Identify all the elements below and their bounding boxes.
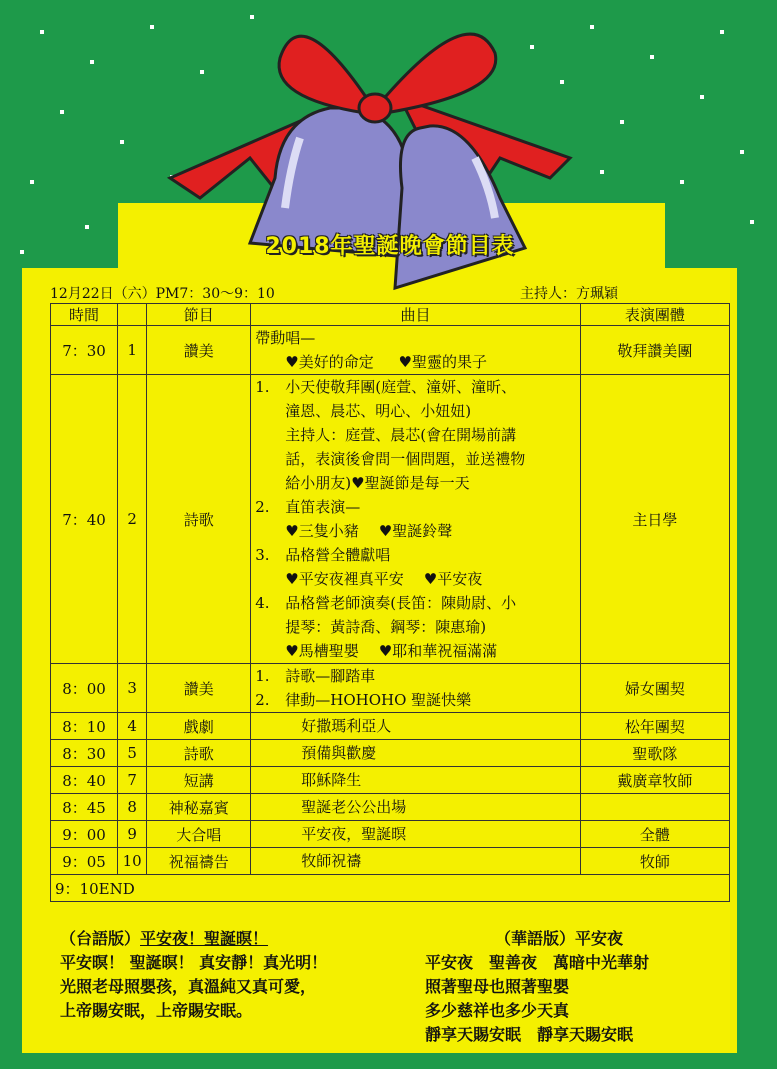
song-intro: 帶動唱— — [255, 329, 316, 347]
snow-dot — [750, 220, 754, 224]
song-title: 平安夜 — [437, 570, 483, 588]
cell-time: 8：30 — [51, 740, 118, 767]
heart-icon: ♥ — [378, 522, 393, 540]
cell-group: 聖歌隊 — [580, 740, 729, 767]
snow-dot — [700, 95, 704, 99]
cell-song — [251, 821, 580, 848]
song-line: 品格營全體獻唱 — [285, 546, 391, 564]
list-number: 1. — [255, 378, 270, 396]
heart-icon: ♥ — [398, 353, 412, 371]
cell-item: 詩歌 — [147, 740, 251, 767]
cell-time: 7：40 — [51, 375, 118, 664]
song-pair — [255, 639, 575, 663]
song-line: 牧師祝禱 — [301, 852, 362, 870]
song-title: 馬槽聖嬰 — [298, 642, 359, 660]
song-line: 平安夜，聖誕暝 — [301, 825, 407, 843]
cell-no: 1 — [118, 326, 147, 375]
header-time: 時間 — [51, 304, 118, 326]
song-title: 聖誕鈴聲 — [392, 522, 453, 540]
cell-group: 婦女團契 — [580, 664, 729, 713]
snow-dot — [120, 140, 124, 144]
lyrics-taiyu — [60, 927, 327, 1023]
cell-song — [251, 740, 580, 767]
cell-item: 神秘嘉賓 — [147, 794, 251, 821]
cell-no: 8 — [118, 794, 147, 821]
cell-item: 詩歌 — [147, 375, 251, 664]
lyrics-song-name: 平安夜！聖誕暝！ — [140, 929, 269, 948]
table-header-row — [51, 304, 730, 326]
page-title: 2018年聖誕晚會節目表 — [265, 234, 515, 259]
cell-group: 戴廣章牧師 — [580, 767, 729, 794]
table-row — [51, 326, 730, 375]
event-date: 12月22日（六）PM7：30～9：10 — [50, 286, 275, 302]
cell-song — [251, 664, 580, 713]
song-line: 品格營老師演奏(長笛：陳勛尉、小 — [285, 594, 517, 612]
cell-time: 8：45 — [51, 794, 118, 821]
header-group: 表演團體 — [580, 304, 729, 326]
header-song: 曲目 — [251, 304, 580, 326]
cell-no: 7 — [118, 767, 147, 794]
snow-dot — [90, 60, 94, 64]
cell-time: 8：00 — [51, 664, 118, 713]
christmas-bells-icon — [140, 8, 620, 308]
cell-time: 9：00 — [51, 821, 118, 848]
table-row — [51, 848, 730, 875]
song-title: 平安夜裡真平安 — [298, 570, 404, 588]
snow-dot — [60, 110, 64, 114]
snow-dot — [30, 180, 34, 184]
table-row — [51, 821, 730, 848]
cell-group: 主日學 — [580, 375, 729, 664]
lyrics-line: 多少慈祥也多少天真 — [425, 1001, 570, 1020]
song-line: 律動—HOHOHO 聖誕快樂 — [285, 691, 472, 709]
cell-song — [251, 767, 580, 794]
snow-dot — [20, 250, 24, 254]
song-line: 小天使敬拜團(庭萱、潼妍、潼昕、 — [285, 378, 517, 396]
lyrics-title — [425, 927, 649, 951]
cell-no: 5 — [118, 740, 147, 767]
lyrics-line: 平安夜 聖善夜 萬暗中光華射 — [425, 953, 650, 972]
end-time: 9：10END — [51, 875, 730, 902]
song-title: 聖誕節是每一天 — [364, 474, 470, 492]
song-title: 三隻小豬 — [298, 522, 359, 540]
table-row-end — [51, 875, 730, 902]
song-line: 耶穌降生 — [301, 771, 362, 789]
table-row — [51, 713, 730, 740]
heart-icon: ♥ — [285, 570, 299, 588]
cell-song — [251, 794, 580, 821]
table-row — [51, 794, 730, 821]
song-line: 潼恩、晨芯、明心、小妞妞) — [285, 402, 472, 420]
table-row — [51, 375, 730, 664]
heart-icon: ♥ — [423, 570, 438, 588]
snow-dot — [620, 120, 624, 124]
song-line: 直笛表演— — [285, 498, 361, 516]
list-number: 2. — [255, 691, 270, 709]
cell-no: 4 — [118, 713, 147, 740]
lyrics-version: （華語版） — [495, 929, 576, 948]
cell-no: 9 — [118, 821, 147, 848]
cell-time: 8：40 — [51, 767, 118, 794]
cell-item: 大合唱 — [147, 821, 251, 848]
cell-song — [251, 375, 580, 664]
lyrics-mandarin — [425, 927, 649, 1047]
song-pair — [255, 567, 575, 591]
header-no — [118, 304, 147, 326]
list-number: 1. — [255, 667, 270, 685]
song-line: 聖誕老公公出場 — [301, 798, 407, 816]
cell-time: 9：05 — [51, 848, 118, 875]
cell-song — [251, 713, 580, 740]
lyrics-title — [60, 927, 327, 951]
list-number: 3. — [255, 546, 270, 564]
lyrics-line: 光照老母照嬰孩，真溫純又真可愛， — [60, 977, 317, 996]
snow-dot — [740, 150, 744, 154]
table-row — [51, 767, 730, 794]
cell-item: 短講 — [147, 767, 251, 794]
list-number: 2. — [255, 498, 270, 516]
snow-dot — [650, 55, 654, 59]
heart-icon: ♥ — [285, 522, 299, 540]
cell-group: 敬拜讚美團 — [580, 326, 729, 375]
cell-time: 8：10 — [51, 713, 118, 740]
heart-icon: ♥ — [351, 474, 365, 492]
cell-item: 讚美 — [147, 664, 251, 713]
song-pair — [255, 519, 575, 543]
snow-dot — [720, 30, 724, 34]
cell-song — [251, 326, 580, 375]
event-info — [50, 283, 730, 303]
lyrics-line: 照著聖母也照著聖嬰 — [425, 977, 570, 996]
cell-group: 松年團契 — [580, 713, 729, 740]
heart-icon: ♥ — [285, 642, 299, 660]
cell-item: 讚美 — [147, 326, 251, 375]
table-row — [51, 740, 730, 767]
lyrics-line: 靜享天賜安眠 靜享天賜安眠 — [425, 1025, 634, 1044]
lyrics-line: 上帝賜安眠，上帝賜安眠。 — [60, 1001, 253, 1020]
song-title: 美好的命定 — [298, 353, 374, 371]
cell-song — [251, 848, 580, 875]
event-host: 主持人：方珮穎 — [520, 286, 618, 302]
lyrics-version: （台語版） — [60, 929, 141, 948]
heart-icon: ♥ — [285, 353, 299, 371]
cell-group: 牧師 — [580, 848, 729, 875]
cell-item: 戲劇 — [147, 713, 251, 740]
cell-no: 3 — [118, 664, 147, 713]
song-line: 給小朋友) — [285, 474, 352, 492]
cell-item: 祝福禱告 — [147, 848, 251, 875]
cell-no: 2 — [118, 375, 147, 664]
cell-group — [580, 794, 729, 821]
song-title: 耶和華祝福滿滿 — [392, 642, 498, 660]
lyrics-song-name: 平安夜 — [575, 929, 624, 948]
song-title: 聖靈的果子 — [411, 353, 487, 371]
song-line: 話，表演後會問一個問題，並送禮物 — [285, 450, 526, 468]
song-line: 主持人：庭萱、晨芯(會在開場前講 — [285, 426, 517, 444]
program-table — [50, 303, 730, 902]
heart-icon: ♥ — [378, 642, 393, 660]
list-number: 4. — [255, 594, 270, 612]
table-row — [51, 664, 730, 713]
song-line: 好撒瑪利亞人 — [301, 717, 392, 735]
song-line-with-song — [255, 471, 575, 495]
snow-dot — [40, 30, 44, 34]
song-line: 預備與歡慶 — [301, 744, 377, 762]
snow-dot — [85, 225, 89, 229]
header-item: 節目 — [147, 304, 251, 326]
lyrics-line: 平安暝！ 聖誕暝！ 真安靜！真光明！ — [60, 953, 328, 972]
cell-time: 7：30 — [51, 326, 118, 375]
cell-no: 10 — [118, 848, 147, 875]
song-line: 詩歌—腳踏車 — [285, 667, 376, 685]
snow-dot — [680, 180, 684, 184]
song-line: 提琴：黃詩喬、鋼琴：陳惠瑜) — [285, 618, 487, 636]
cell-group: 全體 — [580, 821, 729, 848]
